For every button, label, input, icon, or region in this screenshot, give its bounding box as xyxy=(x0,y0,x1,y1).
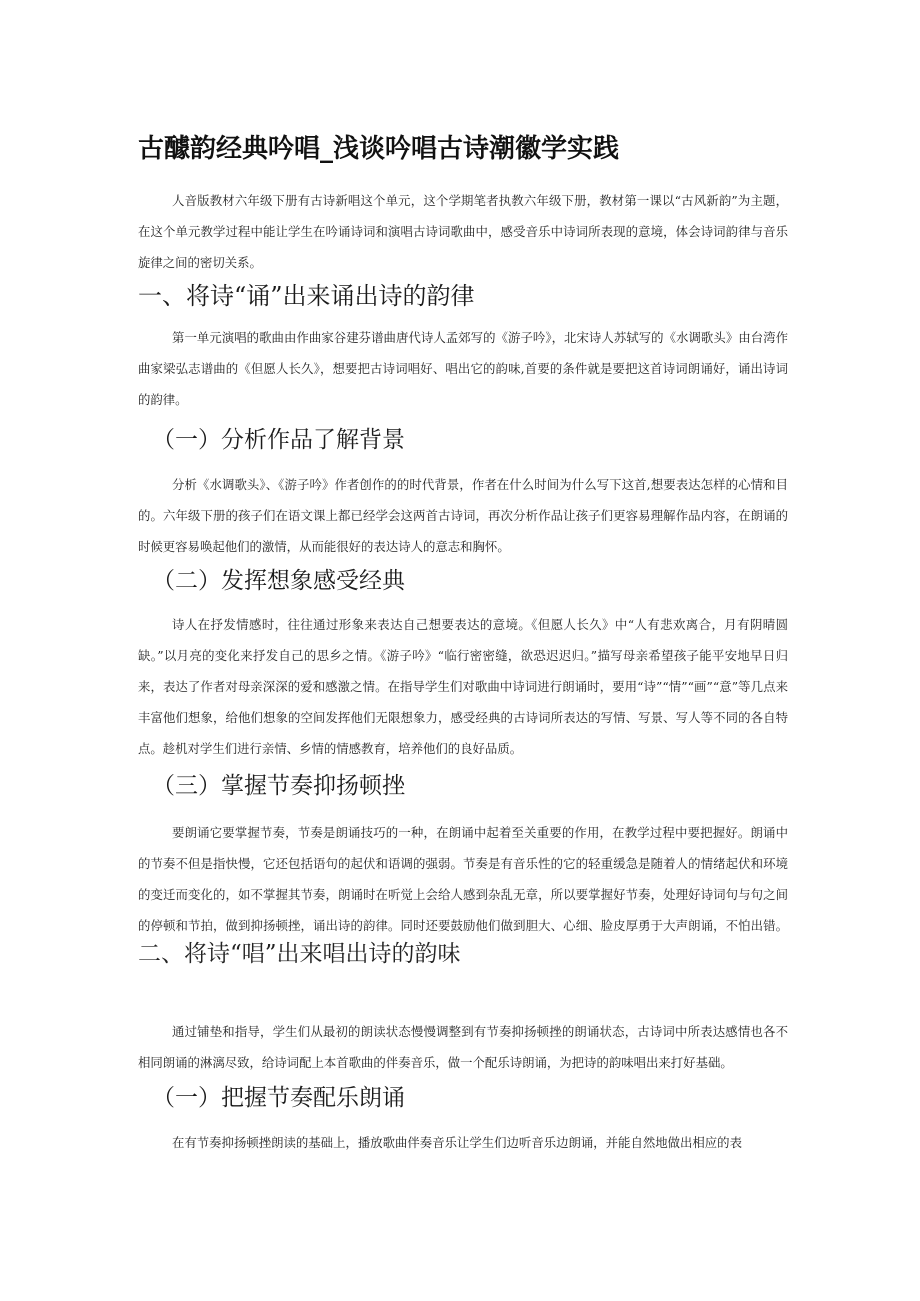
intro-paragraph: 人音版教材六年级下册有古诗新唱这个单元，这个学期笔者执教六年级下册，教材第一课以“古风新韵”为主题，在这个单元教学过程中能让学生在吟诵诗词和演唱古诗词歌曲中，感受音乐中诗词所表现的意境，体会诗词韵律与音乐旋律之间的密切关系。 xyxy=(138,193,788,270)
section-1-sub-3-heading: （三）掌握节奏抑扬顿挫 xyxy=(152,773,405,799)
section-1-sub-3-paragraph xyxy=(138,817,788,972)
section-1-sub-3-text: 要朗诵它要掌握节奏，节奏是朗诵技巧的一种，在朗诵中起着至关重要的作用，在教学过程中要把握好。朗诵中的节奏不但是指快慢，它还包括语句的起伏和语调的强弱。节奏是有音乐性的它的轻重缓急是随着人的情绪起伏和环境的变迁而变化的，如不掌握其节奏，朗诵时在听觉上会给人感到杂乱无章，所以要掌握好节奏，处理好诗词句与句之间的停顿和节拍，做到抑扬顿挫，诵出诗的韵律。同时还要鼓励他们做到胆大、心细、脸皮厚勇于大声朗诵，不怕出错。 xyxy=(138,825,788,933)
section-2-paragraph: 通过铺垫和指导，学生们从最初的朗读状态慢慢调整到有节奏抑扬顿挫的朗诵状态，古诗词中所表达感情也各不相同朗诵的淋漓尽致，给诗词配上本首歌曲的伴奏音乐，做一个配乐诗朗诵，为把诗的韵味唱出来打好基础。 xyxy=(138,1024,788,1070)
section-2-sub-1-heading: （一）把握节奏配乐朗诵 xyxy=(152,1085,405,1111)
section-1-sub-1-paragraph: 分析《水调歌头》、《游子吟》作者创作的的时代背景，作者在什么时间为什么写下这首,想要表达怎样的心情和目的。六年级下册的孩子们在语文课上都已经学会这两首古诗词，再次分析作品让孩子们更容易理解作品内容，在朗诵的时候更容易唤起他们的激情，从而能很好的表达诗人的意志和胸怀。 xyxy=(138,477,788,554)
section-1-heading: 一、将诗“诵”出来诵出诗的韵律 xyxy=(138,282,475,310)
section-1-sub-1-heading: （一）分析作品了解背景 xyxy=(152,427,405,453)
section-2-heading: 二、将诗“唱”出来唱出诗的韵味 xyxy=(138,941,461,967)
section-1-paragraph: 第一单元演唱的歌曲由作曲家谷建芬谱曲唐代诗人孟郊写的《游子吟》，北宋诗人苏轼写的《水调歌头》由台湾作曲家梁弘志谱曲的《但愿人长久》，想要把古诗词唱好、唱出它的韵味,首要的条件就是要把这首诗词朗诵好，诵出诗词的韵律。 xyxy=(138,330,788,407)
document-title: 古醵韵经典吟唱_浅谈吟唱古诗潮徽学实践 xyxy=(138,134,620,164)
section-1-sub-2-paragraph: 诗人在抒发情感时，往往通过形象来表达自己想要表达的意境。《但愿人长久》中“人有悲欢离合，月有阴晴圆缺。”以月亮的变化来抒发自己的思乡之情。《游子吟》“临行密密缝，欲恐迟迟归。”描写母亲希望孩子能平安地早日归来，表达了作者对母亲深深的爱和感激之情。在指导学生们对歌曲中诗词进行朗诵时，要用“诗”“情”“画”“意”等几点来丰富他们想象，给他们想象的空间发挥他们无限想象力，感受经典的古诗词所表达的写情、写景、写人等不同的各自特点。趁机对学生们进行亲情、乡情的情感教育，培养他们的良好品质。 xyxy=(138,617,788,756)
section-1-sub-2-heading: （二）发挥想象感受经典 xyxy=(152,568,405,594)
section-2-sub-1-paragraph: 在有节奏抑扬顿挫朗读的基础上，播放歌曲伴奏音乐让学生们边听音乐边朗诵，并能自然地做出相应的表 xyxy=(172,1135,742,1150)
